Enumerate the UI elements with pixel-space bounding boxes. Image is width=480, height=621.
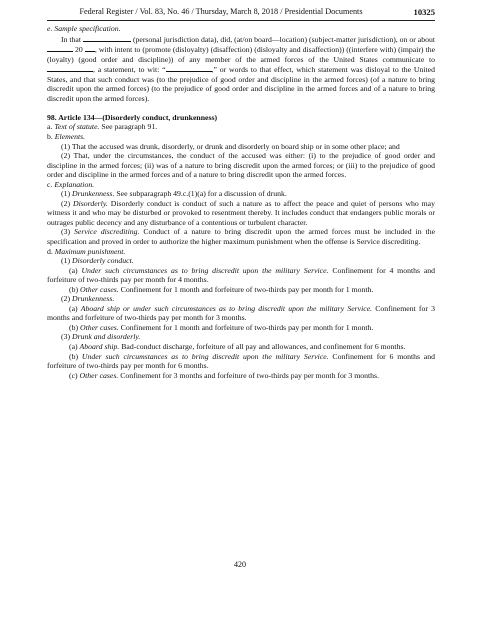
explanation-2: (2) Disorderly. Disorderly conduct is conduct of such a nature as to affect the peace and quiet of persons who may witness it and who may be disturbed or provoked to resentment thereby. It includes conduct that endangers public morals or outrages public decency and any disturbance of a contentious or turbulent character. — [47, 198, 436, 227]
text-of-statute: a. Text of statute. See paragraph 91. — [47, 122, 158, 132]
running-head-text: Federal Register / Vol. 83, No. 46 / Thursday, March 8, 2018 / Presidential Documents — [79, 7, 363, 16]
blank-line — [166, 64, 212, 72]
article-heading: 98. Article 134—(Disorderly conduct, drunkenness) — [47, 112, 218, 122]
punishment-2a: (a) Aboard ship or under such circumstances as to bring discredit upon the military Service. Confinement for 3 months and forfeiture of two-thirds pay per month for 3 months. — [47, 303, 436, 323]
blank-line — [47, 44, 73, 52]
blank-line — [47, 64, 93, 72]
document-body — [47, 24, 435, 380]
punishment-1: (1) Disorderly conduct. — [61, 256, 134, 266]
element-2: (2) That, under the circumstances, the conduct of the accused was either: (i) to the prejudice of good order and discipline in the armed forces; (ii) was of a nature to bring discredit upon the armed forces; or (iii) to the prejudice of good order and discipline in the armed forces and of a nature to bring discredit upon the armed forces. — [47, 151, 435, 180]
punishment-1a: (a) Under such circumstances as to bring discredit upon the military Service. Confinement for 4 months and forfeiture of two-thirds pay per month for 4 months. — [47, 265, 436, 285]
punishment-2: (2) Drunkenness. — [61, 294, 115, 304]
elements-label: b. Elements. — [47, 131, 86, 141]
running-header — [47, 6, 435, 21]
footer-page-number: 420 — [234, 560, 246, 569]
blank-line — [85, 44, 95, 52]
explanation-3: (3) Service discrediting. Conduct of a nature to bring discredit upon the armed forces must be included in the specification and proved in order to authorize the higher maximum punishment when the offense is Service discrediting. — [47, 227, 436, 246]
max-punishment-label: d. Maximum punishment. — [47, 246, 126, 256]
blank-line — [83, 34, 131, 42]
explanation-1: (1) Drunkenness. See subparagraph 49.c.(1)(a) for a discussion of drunk. — [61, 189, 287, 199]
spec-label: e. Sample specification. — [47, 24, 121, 33]
punishment-2b: (b) Other cases. Confinement for 1 month and forfeiture of two-thirds pay per month for 1 month. — [69, 322, 374, 332]
punishment-3b: (b) Under such circumstances as to bring discredit upon the military Service. Confinement for 6 months and forfeiture of two-thirds pay per month for 6 months. — [47, 351, 435, 371]
explanation-label: c. Explanation. — [47, 179, 95, 189]
punishment-3a: (a) Aboard ship. Bad-conduct discharge, forfeiture of all pay and allowances, and confinement for 6 months. — [69, 342, 406, 351]
punishment-3c: (c) Other cases. Confinement for 3 months and forfeiture of two-thirds pay per month for 3 months. — [69, 370, 379, 380]
punishment-1b: (b) Other cases. Confinement for 1 month and forfeiture of two-thirds pay per month for 1 month. — [69, 284, 374, 294]
header-page-number: 10325 — [413, 7, 435, 17]
element-1: (1) That the accused was drunk, disorderly, or drunk and disorderly on board ship or in some other place; and — [61, 141, 400, 151]
spec-paragraph: In that (personal jurisdiction data), did, (at/on board—location) (subject-matter jurisdiction), on or about 20 , with intent to (promote (disloyalty) (disaffection) (disloyalty and disaffection)) ((interfere with) (impair) the (loyalty) (good order and discipline)) of any member of the armed forces of the United States communicate to , a statement, to wit: “ ,” or words to that effect, which statement was disloyal to the United States, and that such conduct was (to the prejudice of good order and discipline in the armed forces) (of a nature to bring discredit upon the armed forces) (to the prejudice of good order and discipline in the armed forces and of a nature to bring discredit upon the armed forces). — [47, 34, 436, 103]
punishment-3: (3) Drunk and disorderly. — [61, 332, 141, 342]
